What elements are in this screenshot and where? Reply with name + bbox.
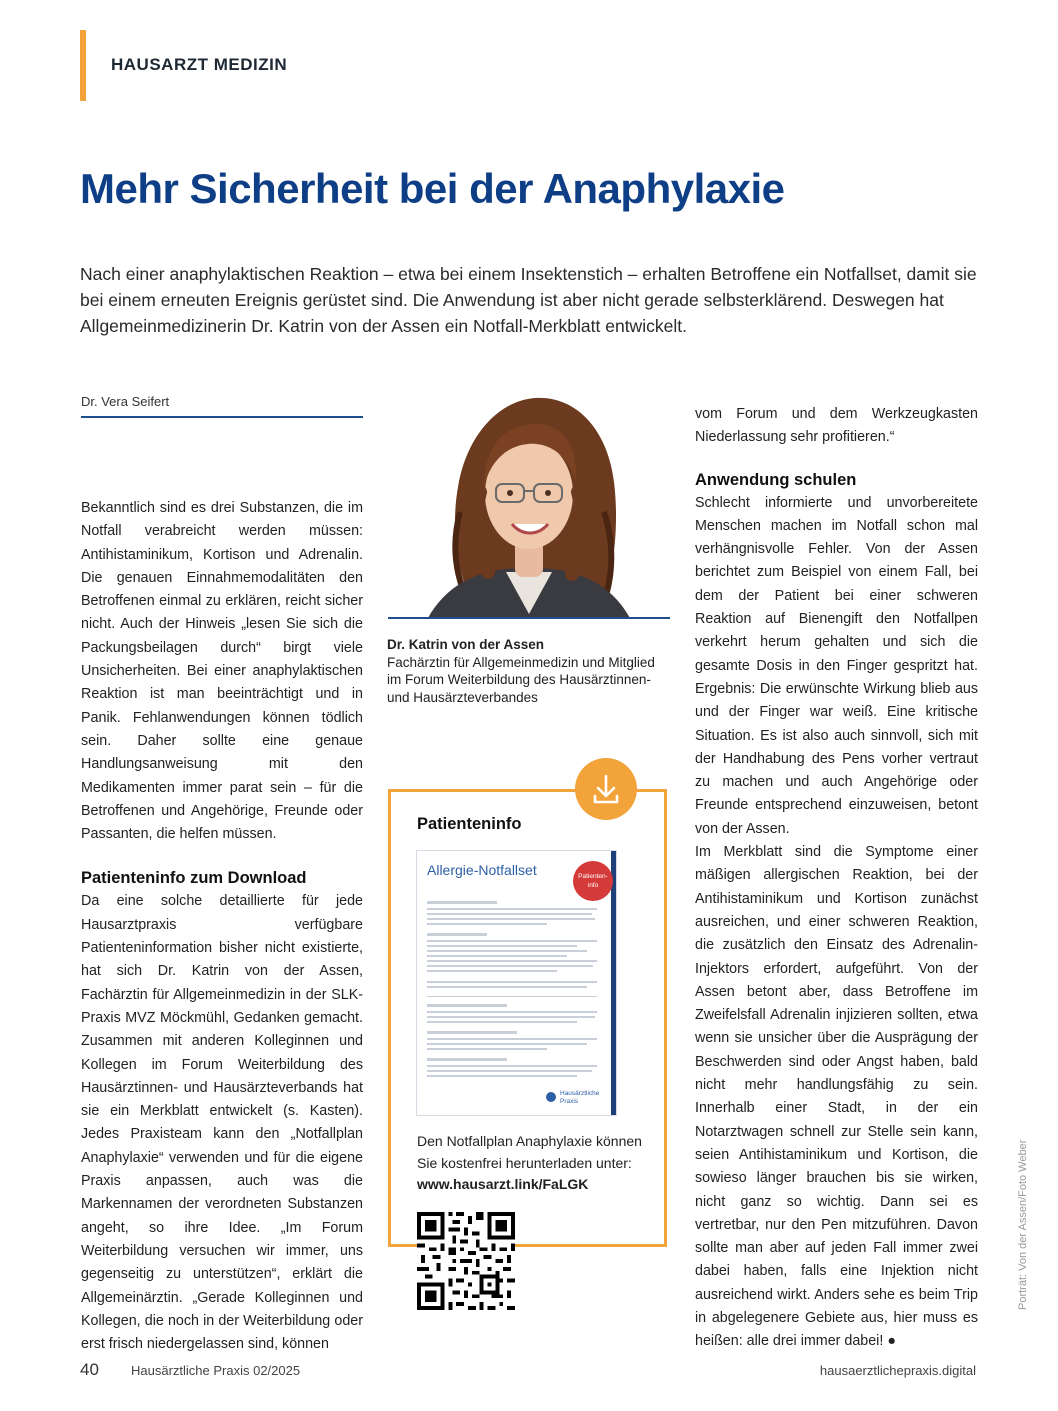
paragraph: vom Forum und dem Werkzeugkasten Niederlassung sehr profitieren.“ [695, 406, 978, 446]
rubric-label: HAUSARZT MEDIZIN [111, 55, 288, 74]
infobox-text [417, 1131, 649, 1196]
paragraph-text: Im Merkblatt sind die Symptome einer mäßigen allergischen Reaktion, bei der Antihistaminikum und Kortison zunächst ausreichen, und einer schweren Reaktion, die zusätzlich den Einsatz des Adrenalin-Injektors erfordert, aufgeführt. Von der Assen betont aber, dass Betroffene im Zweifelsfall Adrenalin injizieren sollten, etwa wenn sie unsicher über die Ausprägung der Beschwerden sind oder Angst haben, bald nicht mehr handlungsfähig zu sein. Innerhalb einer Stadt, in der ein Notarztwagen schnell zur Stelle sein kann, seien Antihistaminikum und Kortison, die sowieso länger brauchen bis sie wirken, nicht ganz so wichtig. Dann sei es vertretbar, nur den Pen mitzuführen. Davon sollte man aber auf jeden Fall immer zwei dabei haben, falls eine Injektion nicht ausreichend wirkt. Anders sehe es beim Trip in abgelegenere Gebiete aus, hier muss es heißen: alle drei immer dabei! [695, 844, 978, 1350]
page-number: 40 [80, 1360, 99, 1379]
footer-url[interactable]: hausaerztlichepraxis.digital [819, 1363, 976, 1378]
caption-name: Dr. Katrin von der Assen [387, 637, 545, 652]
section-heading-schulen: Anwendung schulen [695, 470, 857, 489]
svg-text:Patienten-: Patienten- [578, 873, 608, 880]
handout-thumbnail[interactable] [417, 851, 616, 1115]
end-mark: ● [887, 1333, 896, 1350]
article-title: Mehr Sicherheit bei der Anaphylaxie [80, 165, 785, 212]
photo-divider [388, 617, 670, 619]
section-heading-download: Patienteninfo zum Download [81, 869, 307, 888]
svg-text:info: info [587, 882, 599, 889]
infobox-title: Patienteninfo [417, 815, 522, 833]
svg-text:Praxis: Praxis [560, 1098, 579, 1105]
author-byline: Dr. Vera Seifert [81, 394, 170, 409]
download-icon[interactable] [575, 758, 637, 820]
infobox-description: Den Notfallplan Anaphylaxie können Sie kostenfrei herunterladen unter: [417, 1133, 642, 1171]
column-left [81, 497, 363, 1356]
article-lead: Nach einer anaphylaktischen Reaktion – etwa bei einem Insektenstich – erhalten Betroffene ein Notfallset, damit sie bei einem erneuten Ereignis gerüstet sind. Die Anwendung ist aber nicht gerade selbsterklärend. Deswegen hat Allgemeinmedizinerin Dr. Katrin von der Assen ein Notfall-Merkblatt entwickelt. [80, 264, 977, 336]
paragraph: Schlecht informierte und unvorbereitete Menschen machen im Notfall schon mal verhängnisvolle Fehler. Von der Assen berichtet zum Beispiel von einem Fall, bei dem der Patient bei einer schweren Reaktion auf Bienengift den Notfallpen verkehrt herum gehalten und sich die gesamte Dosis in den Finger gespritzt hat. Ergebnis: Die erwünschte Wirkung blieb aus und der Finger war weiß. Eine kritische Situation. Es ist also auch sinnvoll, sich mit der Handhabung des Pens vorher vertraut zu machen und auch Angehörige oder Freunde entsprechend einzuweisen, betont von der Assen. [695, 494, 978, 837]
portrait-photo [388, 392, 670, 618]
photo-caption [387, 636, 672, 706]
qr-code-icon[interactable] [417, 1212, 515, 1310]
photo-credit: Porträt: Von der Assen/Foto Weber [1017, 1139, 1029, 1310]
paragraph: Bekanntlich sind es drei Substanzen, die im Notfall verabreicht werden müssen: Antihistaminikum, Kortison und Adrenalin. Die genauen Einnahmemodalitäten den Betroffenen einmal zu erklären, reicht sicher nicht. Auch der Hinweis „lesen Sie sich die Packungsbeilagen durch“ birgt viele Unsicherheiten. Bei einer anaphylaktischen Reaktion ist man beeinträchtigt und in Panik. Fehlanwendungen können tödlich sein. Daher sollte eine genaue Handlungsanweisung mit den Medikamenten immer parat sein – für die Betroffenen und Angehörige, Freunde oder Passanten, die helfen müssen. [81, 500, 363, 843]
caption-text: Fachärztin für Allgemeinmedizin und Mitglied im Forum Weiterbildung des Hausärztinnen- und Hausärzteverbandes [387, 654, 655, 705]
paragraph [695, 841, 978, 1354]
download-link[interactable]: www.hausarzt.link/FaLGK [417, 1176, 589, 1192]
column-right [695, 403, 978, 1354]
thumb-title: Allergie-Notfallset [427, 862, 537, 878]
magazine-issue: Hausärztliche Praxis 02/2025 [131, 1363, 301, 1378]
svg-text:Hausärztliche: Hausärztliche [560, 1090, 600, 1097]
paragraph: Da eine solche detaillierte für jede Hausarztpraxis verfügbare Patienteninformation bisher nicht existierte, hat sich Dr. Katrin von der Assen, Fachärztin für Allgemeinmedizin in der SLK-Praxis MVZ Möckmühl, Gedanken gemacht. Zusammen mit anderen Kolleginnen und Kollegen im Forum Weiterbildung des Hausärztinnen- und Hausärzteverbands hat sie ein Merkblatt entwickelt (s. Kasten). Jedes Praxisteam kann den „Notfallplan Anaphylaxie“ verwenden und für die eigene Praxis anpassen, auch was die Markennamen der verordneten Substanzen angeht, so ihre Idee. „Im Forum Weiterbildung versuchen wir immer, uns gegenseitig zu unterstützen“, erklärt die Allgemeinärztin. „Gerade Kolleginnen und Kollegen, die noch in der Weiterbildung oder erst frisch niedergelassen sind, können [81, 893, 363, 1353]
author-divider [81, 416, 363, 418]
rubric-accent-bar [80, 30, 86, 101]
